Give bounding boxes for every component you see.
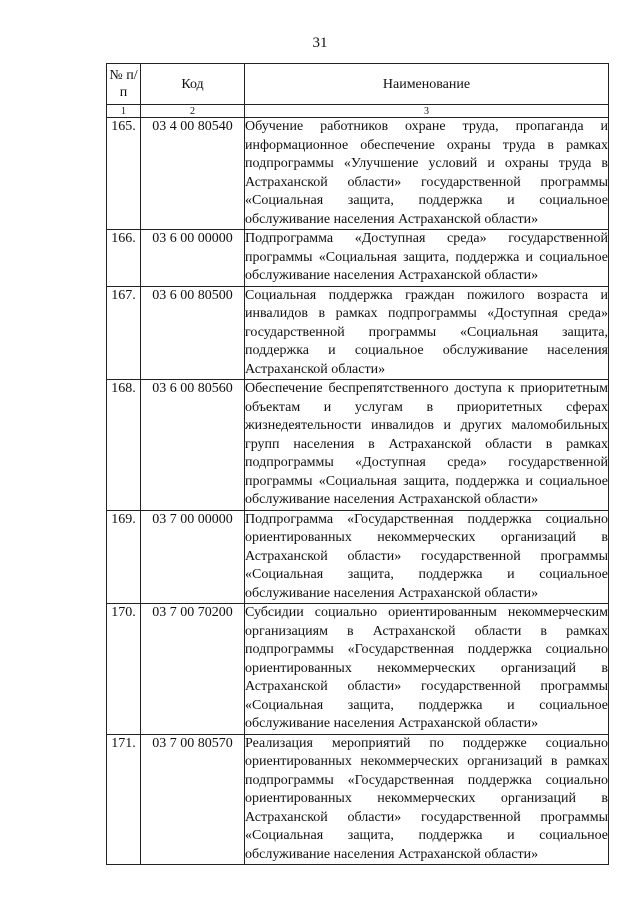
row-code: 03 6 00 80560 <box>141 380 245 511</box>
column-index-row <box>107 105 609 118</box>
table-row <box>107 230 609 287</box>
table-row <box>107 118 609 230</box>
row-name: Реализация мероприятий по поддержке социально ориентированных некоммерческих организаций в рамках подпрограммы «Государственная поддержка социально ориентированных некоммерческих организаций в Астраханской области» государственной программы «Социальная защита, поддержка и социальное обслуживание населения Астраханской области» <box>245 734 609 865</box>
row-code: 03 7 00 00000 <box>141 510 245 604</box>
row-name: Подпрограмма «Государственная поддержка социально ориентированных некоммерческих организаций в Астраханской области» государственной программы «Социальная защита, поддержка и социальное обслуживание населения Астраханской области» <box>245 510 609 604</box>
column-index-2: 2 <box>141 105 245 118</box>
row-code: 03 7 00 70200 <box>141 604 245 735</box>
table-row <box>107 510 609 604</box>
table-row <box>107 380 609 511</box>
row-name: Обеспечение беспрепятственного доступа к приоритетным объектам и услугам в приоритетных сферах жизнедеятельности инвалидов и других маломобильных групп населения в Астраханской области в рамках подпрограммы «Доступная среда» государственной программы «Социальная защита, поддержка и социальное обслуживание населения Астраханской области» <box>245 380 609 511</box>
header-num: № п/п <box>107 64 141 105</box>
row-code: 03 6 00 80500 <box>141 286 245 380</box>
row-name: Подпрограмма «Доступная среда» государственной программы «Социальная защита, поддержка и социальное обслуживание населения Астраханской области» <box>245 230 609 287</box>
row-code: 03 4 00 80540 <box>141 118 245 230</box>
header-name: Наименование <box>245 64 609 105</box>
row-code: 03 6 00 00000 <box>141 230 245 287</box>
row-code: 03 7 00 80570 <box>141 734 245 865</box>
row-name: Социальная поддержка граждан пожилого возраста и инвалидов в рамках подпрограммы «Доступная среда» государственной программы «Социальная защита, поддержка и социальное обслуживание населения Астраханской области» <box>245 286 609 380</box>
table-header-row <box>107 64 609 105</box>
row-number: 166. <box>107 230 141 287</box>
column-index-3: 3 <box>245 105 609 118</box>
row-number: 168. <box>107 380 141 511</box>
table-row <box>107 734 609 865</box>
row-number: 165. <box>107 118 141 230</box>
row-name: Обучение работников охране труда, пропаганда и информационное обеспечение охраны труда в рамках подпрограммы «Улучшение условий и охраны труда в Астраханской области» государственной программы «Социальная защита, поддержка и социальное обслуживание населения Астраханской области» <box>245 118 609 230</box>
table-row <box>107 604 609 735</box>
row-number: 167. <box>107 286 141 380</box>
row-number: 170. <box>107 604 141 735</box>
page-number: 31 <box>312 35 328 51</box>
column-index-1: 1 <box>107 105 141 118</box>
row-number: 169. <box>107 510 141 604</box>
row-number: 171. <box>107 734 141 865</box>
row-name: Субсидии социально ориентированным некоммерческим организациям в Астраханской области в рамках подпрограммы «Государственная поддержка социально ориентированных некоммерческих организаций в Астраханской области» государственной программы «Социальная защита, поддержка и социальное обслуживание населения Астраханской области» <box>245 604 609 735</box>
table-row <box>107 286 609 380</box>
header-code: Код <box>141 64 245 105</box>
budget-classification-table <box>106 63 609 865</box>
